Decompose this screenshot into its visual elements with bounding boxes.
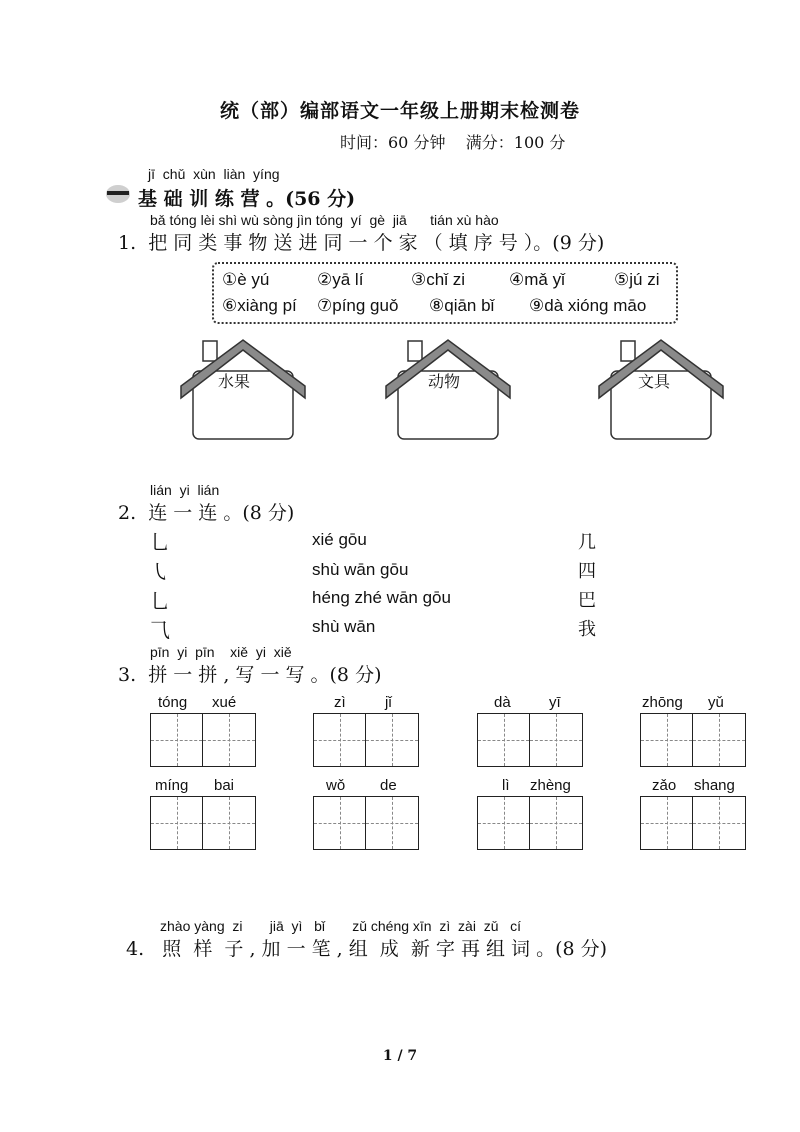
writing-grid-6[interactable] <box>313 796 419 850</box>
q2-text: 2. 连 一 连 。(8 分) <box>118 502 295 524</box>
match-char-2: 四 <box>578 561 596 582</box>
option-7: ⑦píng guǒ <box>317 296 399 315</box>
writing-grid-2[interactable] <box>313 713 419 767</box>
option-8: ⑧qiān bǐ <box>429 296 495 315</box>
option-9: ⑨dà xióng māo <box>529 296 647 315</box>
grid-pinyin-5a: míng <box>155 777 189 794</box>
writing-grid-3[interactable] <box>477 713 583 767</box>
option-1: ①è yú <box>222 270 270 289</box>
option-3: ③chǐ zi <box>411 270 465 289</box>
grid-pinyin-6a: wǒ <box>326 777 346 794</box>
grid-pinyin-4a: zhōng <box>642 694 683 711</box>
grid-pinyin-3a: dà <box>494 694 511 711</box>
stroke-name-1: xié gōu <box>312 530 367 549</box>
q3-pinyin: pīn yi pīn xiě yi xiě <box>150 644 292 660</box>
stroke-1: 乚 <box>150 530 170 554</box>
grid-pinyin-8a: zǎo <box>652 777 677 794</box>
option-6: ⑥xiàng pí <box>222 296 297 315</box>
stroke-3: 乚 <box>150 589 170 613</box>
grid-pinyin-6b: de <box>380 777 397 794</box>
grid-pinyin-8b: shang <box>694 777 735 794</box>
writing-grid-4[interactable] <box>640 713 746 767</box>
match-char-3: 巴 <box>578 590 596 611</box>
grid-pinyin-2a: zì <box>334 694 346 711</box>
q4-pinyin: zhào yàng zi jiā yì bǐ zǔ chéng xīn zì zài zǔ cí <box>160 918 522 934</box>
grid-pinyin-5b: bai <box>214 777 235 794</box>
match-char-4: 我 <box>578 619 596 640</box>
q2-pinyin: lián yi lián <box>150 482 220 498</box>
match-char-1: 几 <box>578 532 596 553</box>
page-title: 统（部）编部语文一年级上册期末检测卷 <box>219 100 580 122</box>
q1-text: 1. 把 同 类 事 物 送 进 同 一 个 家 （ 填 序 号 ）。(9 分) <box>118 232 605 254</box>
grid-pinyin-7b: zhèng <box>530 777 571 794</box>
writing-grid-1[interactable] <box>150 713 256 767</box>
writing-grid-5[interactable] <box>150 796 256 850</box>
stroke-name-2: shù wān gōu <box>312 560 409 579</box>
stroke-name-3: héng zhé wān gōu <box>312 588 451 607</box>
house-label-animal: 动物 <box>428 372 461 391</box>
option-4: ④mǎ yǐ <box>509 270 565 289</box>
stroke-2: ㇂ <box>150 560 170 584</box>
stroke-name-4: shù wān <box>312 617 376 636</box>
q3-text: 3. 拼 一 拼 , 写 一 写 。(8 分) <box>118 664 382 686</box>
grid-pinyin-1b: xué <box>212 694 237 711</box>
grid-pinyin-1a: tóng <box>158 694 188 711</box>
grid-pinyin-2b: jǐ <box>385 694 392 711</box>
stroke-4: ⺄ <box>150 618 170 642</box>
writing-grid-8[interactable] <box>640 796 746 850</box>
option-2: ②yā lí <box>317 270 364 289</box>
house-label-stationery: 文具 <box>638 372 671 391</box>
option-5: ⑤jú zi <box>614 270 660 289</box>
exam-meta: 时间：60 分钟 满分：100 分 <box>340 133 566 152</box>
writing-grid-7[interactable] <box>477 796 583 850</box>
section1-pinyin: jī chǔ xùn liàn yíng <box>148 166 280 182</box>
section-badge-icon <box>105 182 131 204</box>
page-number: 1 / 7 <box>382 1048 418 1064</box>
section1-title: 基 础 训 练 营 。(56 分) <box>138 188 356 210</box>
grid-pinyin-3b: yī <box>549 694 561 711</box>
house-label-fruit: 水果 <box>218 372 251 391</box>
grid-pinyin-7a: lì <box>502 777 510 794</box>
grid-pinyin-4b: yǔ <box>708 694 724 711</box>
q1-pinyin: bǎ tóng lèi shì wù sòng jìn tóng yí gè jiā tián xù hào <box>150 212 499 228</box>
q4-text: 4. 照 样 子 , 加 一 笔 , 组 成 新 字 再 组 词 。(8 分) <box>126 938 608 960</box>
